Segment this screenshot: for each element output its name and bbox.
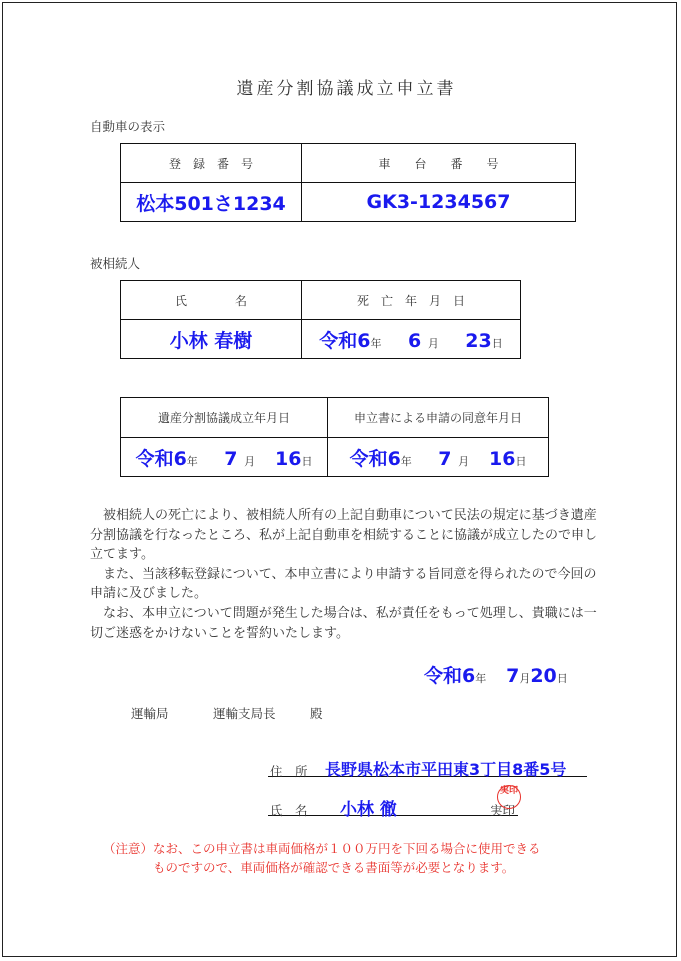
addressee-honorific: 殿 (310, 706, 323, 721)
name-line (268, 795, 518, 820)
statement-body (90, 506, 605, 643)
statement-paragraph: 被相続人の死亡により、被相続人所有の上記自動車について民法の規定に基づき遺産分割協議を行なったところ、私が上記自動車を相続することに協議が成立したので申し立てます。 (90, 508, 598, 563)
address-line (268, 757, 587, 777)
vehicle-section-label: 自動車の表示 (90, 119, 166, 134)
chassis-header: 車 台 番 号 (302, 144, 576, 183)
name-header: 氏 名 (121, 281, 302, 320)
seal-stamp: 実印 (497, 785, 521, 809)
agreement-date: 令和6年 7 月 16日 (121, 438, 328, 477)
consent-date-header: 申立書による申請の同意年月日 (328, 398, 549, 438)
agreement-table (120, 397, 549, 477)
applicant-address: 長野県松本市平田東3丁目8番5号 (325, 760, 567, 779)
addressee-bureau: 運輸局 (131, 706, 169, 721)
notice-line: （注意）なお、この申立書は車両価格が１００万円を下回る場合に使用できる (103, 841, 541, 856)
submission-date: 令和6年 7月20日 (424, 665, 568, 687)
applicant-name: 小林 徹 (340, 800, 397, 820)
vehicle-table (120, 143, 576, 222)
registration-number: 松本501さ1234 (121, 183, 302, 222)
statement-paragraph: なお、本申立について問題が発生した場合は、私が責任をもって処理し、貴職には一切ご迷惑をかけないことを誓約いたします。 (90, 605, 597, 641)
address-label: 住 所 (270, 764, 308, 779)
death-date-header: 死 亡 年 月 日 (302, 281, 521, 320)
chassis-number: GK3-1234567 (302, 183, 576, 222)
decedent-name: 小林 春樹 (121, 320, 302, 359)
agreement-date-header: 遺産分割協議成立年月日 (121, 398, 328, 438)
seal-label: 実印 (490, 803, 516, 818)
statement-paragraph: また、当該移転登録について、本申立書により申請する旨同意を得られたので今回の申請に及びました。 (90, 566, 597, 602)
document-title: 遺産分割協議成立申立書 (236, 79, 457, 99)
death-date: 令和6年 6 月 23日 (302, 320, 521, 359)
consent-date: 令和6年 7 月 16日 (328, 438, 549, 477)
addressee-branch: 運輸支局長 (213, 706, 276, 721)
registration-header: 登 録 番 号 (121, 144, 302, 183)
decedent-table (120, 280, 521, 359)
decedent-section-label: 被相続人 (90, 256, 141, 271)
name-label: 氏 名 (270, 803, 308, 818)
notice-line: ものですので、車両価格が確認できる書面等が必要となります。 (153, 860, 515, 875)
